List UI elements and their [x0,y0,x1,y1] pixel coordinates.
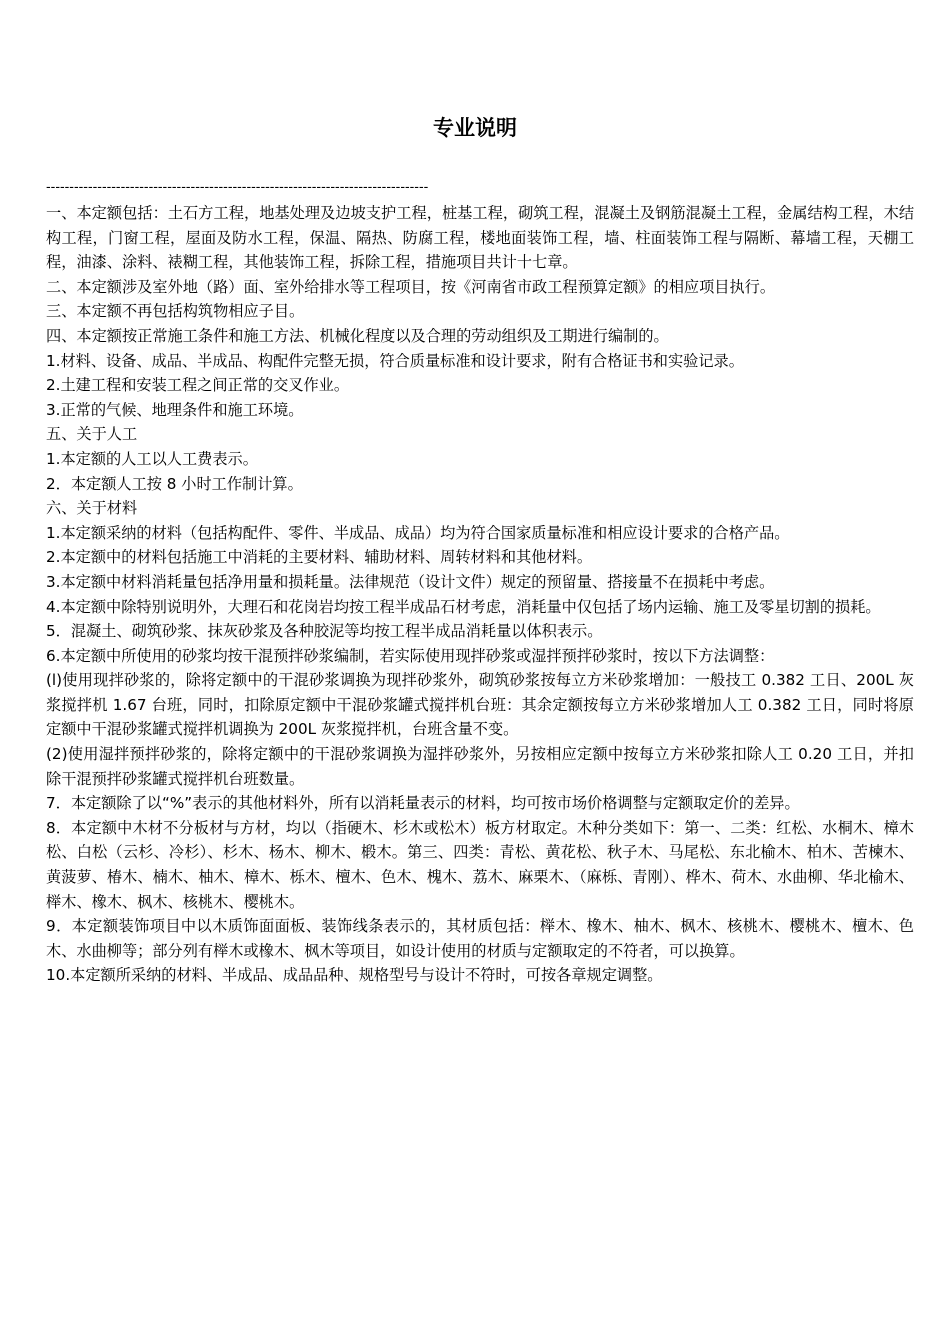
paragraph: 六、关于材料 [46,499,138,518]
paragraph: 一、本定额包括：土石方工程，地基处理及边坡支护工程，桩基工程，砌筑工程，混凝土及钢筋混凝土工程，金属结构工程，木结构工程，门窗工程，屋面及防水工程，保温、隔热、防腐工程，楼地面装饰工程，墙、柱面装饰工程与隔断、幕墙工程，天棚工程，油漆、涂料、裱糊工程，其他装饰工程，拆除工程，措施项目共计十七章。 [46,204,914,272]
paragraph: 5．混凝土、砌筑砂浆、抹灰砂浆及各种胶泥等均按工程半成品消耗量以体积表示。 [46,622,603,641]
paragraph: 4.本定额中除特别说明外，大理石和花岗岩均按工程半成品石材考虑，消耗量中仅包括了场内运输、施工及零星切割的损耗。 [46,597,881,616]
paragraph: 7．本定额除了以“%”表示的其他材料外，所有以消耗量表示的材料，均可按市场价格调整与定额取定价的差异。 [46,794,800,813]
paragraph: 10.本定额所采纳的材料、半成品、成品品种、规格型号与设计不符时，可按各章规定调整。 [46,966,663,985]
paragraph: 2.本定额中的材料包括施工中消耗的主要材料、辅助材料、周转材料和其他材料。 [46,548,593,567]
paragraph: 三、本定额不再包括构筑物相应子目。 [46,302,305,321]
paragraph: 2．本定额人工按 8 小时工作制计算。 [46,474,303,493]
paragraph: 9．本定额装饰项目中以木质饰面面板、装饰线条表示的，其材质包括：榉木、橡木、柚木、枫木、核桃木、樱桃木、檀木、色木、水曲柳等；部分列有榉木或橡木、枫木等项目，如设计使用的材质与定额取定的不符者，可以换算。 [46,917,914,960]
paragraph: 1.本定额采纳的材料（包括构配件、零件、半成品、成品）均为符合国家质量标准和相应设计要求的合格产品。 [46,523,790,542]
paragraph: 2.土建工程和安装工程之间正常的交叉作业。 [46,376,350,395]
paragraph: (2)使用湿拌预拌砂浆的，除将定额中的干混砂浆调换为湿拌砂浆外，另按相应定额中按每立方米砂浆扣除人工 0.20 工日，并扣除干混预拌砂浆罐式搅拌机台班数量。 [46,745,914,788]
paragraph: (l)使用现拌砂浆的，除将定额中的干混砂浆调换为现拌砂浆外，砌筑砂浆按每立方米砂浆增加：一般技工 0.382 工日、200L 灰浆搅拌机 1.67 台班，同时，扣除原定额中干混砂浆罐式搅拌机台班：其余定额按每立方米砂浆增加人工 0.382 工日，同时将原定额中干混砂浆罐式搅拌机调换为 200L 灰浆搅拌机，台班含量不变。 [46,671,914,739]
paragraph: 五、关于人工 [46,425,138,444]
divider-line: ---------------------------------------------------------------------------------- [46,178,429,194]
paragraph: 3.本定额中材料消耗量包括净用量和损耗量。法律规范（设计文件）规定的预留量、搭接量不在损耗中考虑。 [46,572,775,591]
paragraph: 8．本定额中木材不分板材与方材，均以（指硬木、杉木或松木）板方材取定。木种分类如下：第一、二类：红松、水桐木、樟木松、白松（云杉、冷杉）、杉木、杨木、柳木、椴木。第三、四类：青松、黄花松、秋子木、马尾松、东北榆木、柏木、苦楝木、黄菠萝、椿木、楠木、柚木、樟木、栎木、檀木、色木、槐木、荔木、麻栗木、（麻栎、青刚）、桦木、荷木、水曲柳、华北榆木、榉木、橡木、枫木、核桃木、樱桃木。 [46,818,914,911]
paragraph: 四、本定额按正常施工条件和施工方法、机械化程度以及合理的劳动组织及工期进行编制的。 [46,326,669,345]
paragraph: 二、本定额涉及室外地（路）面、室外给排水等工程项目，按《河南省市政工程预算定额》的相应项目执行。 [46,277,775,296]
document-body [46,201,914,988]
paragraph: 6.本定额中所使用的砂浆均按干混预拌砂浆编制，若实际使用现拌砂浆或湿拌预拌砂浆时，按以下方法调整： [46,646,775,665]
paragraph: 1.本定额的人工以人工费表示。 [46,449,258,468]
paragraph: 3.正常的气候、地理条件和施工环境。 [46,400,304,419]
page-title: 专业说明 [433,116,517,140]
paragraph: 1.材料、设备、成品、半成品、构配件完整无损，符合质量标准和设计要求，附有合格证书和实验记录。 [46,351,744,370]
